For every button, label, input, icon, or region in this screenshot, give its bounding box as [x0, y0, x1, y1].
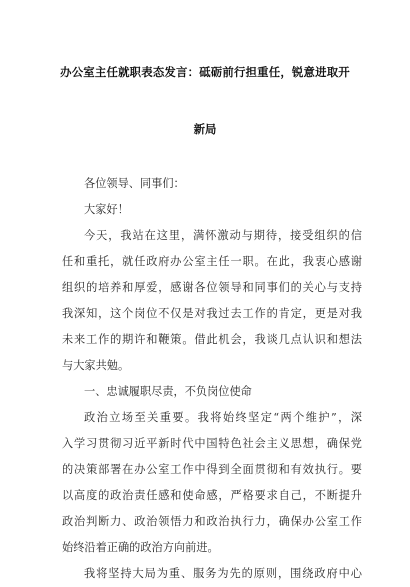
document-body — [62, 171, 362, 587]
document-title-continuation: 新局 — [193, 122, 217, 136]
paragraph-line: 政治判断力、政治领悟力和政治执行力，确保办公室工作 — [62, 515, 362, 528]
paragraph-line: 未来工作的期许和鞭策。借此机会，我谈几点认识和想法 — [62, 333, 362, 346]
paragraph-line: 我将坚持大局为重、服务为先的原则，围绕政府中心 — [84, 567, 362, 580]
paragraph-line: 我深知，这个岗位不仅是对我过去工作的肯定，更是对我 — [62, 307, 362, 320]
paragraph-line: 始终沿着正确的政治方向前进。 — [62, 541, 219, 554]
paragraph-line: 的决策部署在办公室工作中得到全面贯彻和有效执行。要 — [62, 463, 362, 476]
paragraph-line: 与大家共勉。 — [62, 359, 130, 372]
paragraph-line: 任和重托，就任政府办公室主任一职。在此，我衷心感谢 — [62, 255, 362, 268]
greeting-line: 各位领导、同事们： — [84, 177, 185, 190]
document-title: 办公室主任就职表态发言：砥砺前行担重任，锐意进取开 — [60, 65, 350, 79]
paragraph-line: 政治立场至关重要。我将始终坚定“两个维护”，深 — [84, 411, 362, 424]
section-heading: 一、忠诚履职尽责，不负岗位使命 — [84, 385, 252, 398]
paragraph-line: 以高度的政治责任感和使命感，严格要求自己，不断提升 — [62, 489, 362, 502]
paragraph-line: 今天，我站在这里，满怀激动与期待，接受组织的信 — [84, 229, 362, 242]
paragraph-line: 组织的培养和厚爱，感谢各位领导和同事们的关心与支持 — [62, 281, 362, 294]
paragraph-line: 入学习贯彻习近平新时代中国特色社会主义思想，确保党 — [62, 437, 362, 450]
hello-line: 大家好！ — [84, 203, 129, 216]
